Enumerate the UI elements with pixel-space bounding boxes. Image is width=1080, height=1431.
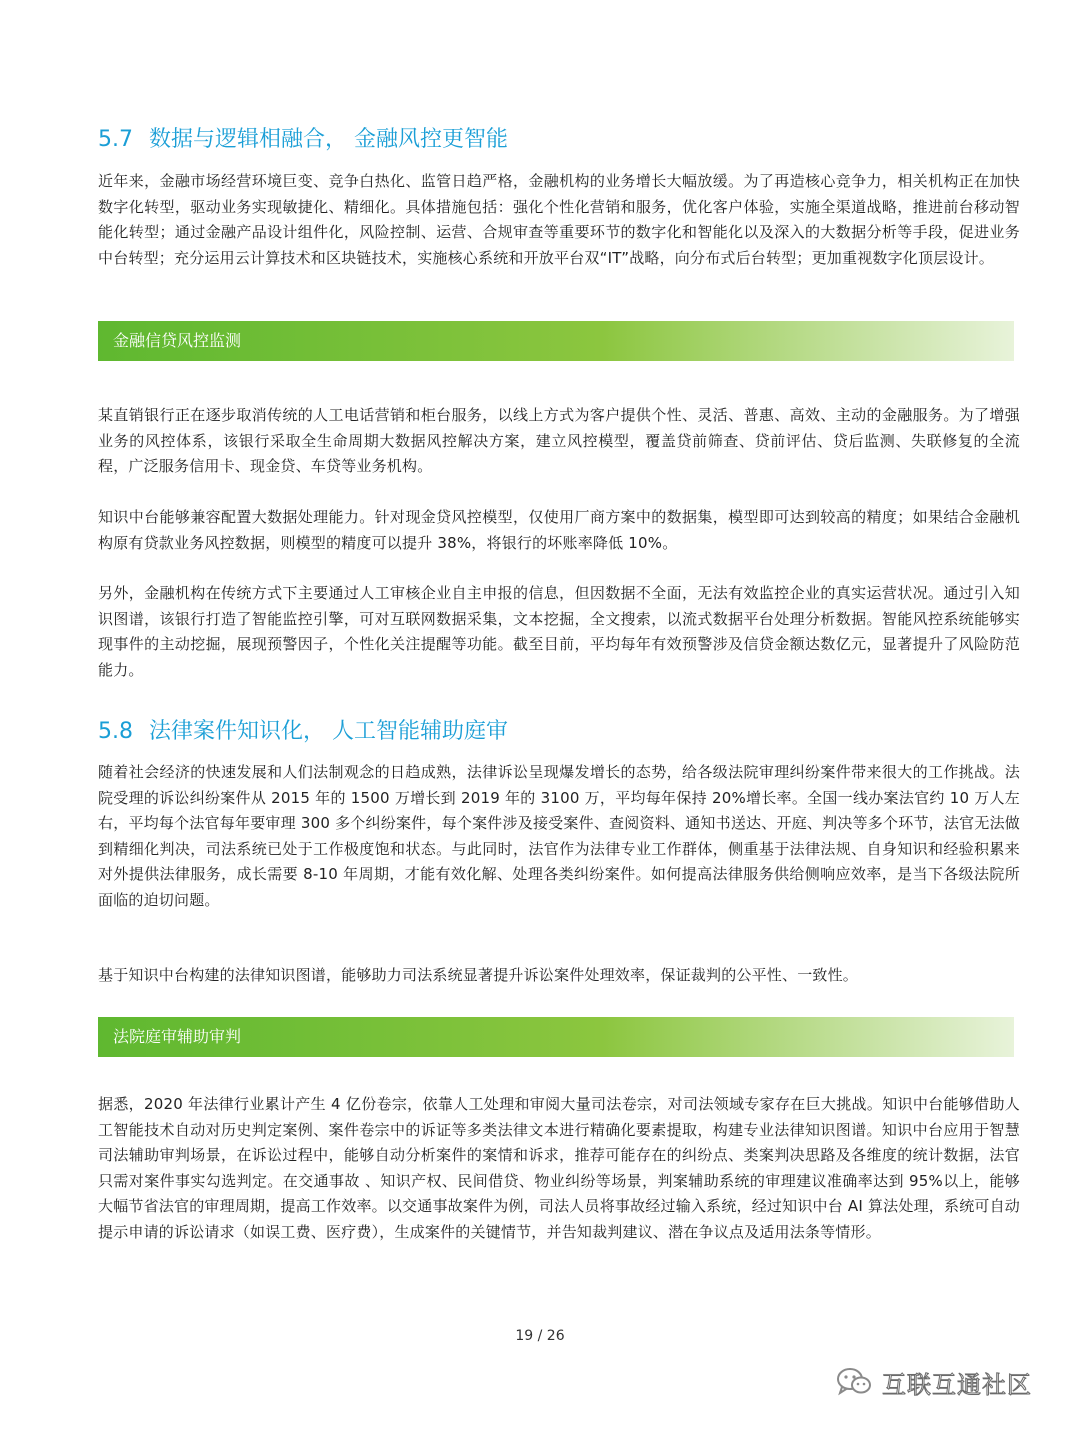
- section-intro: 随着社会经济的快速发展和人们法制观念的日趋成熟，法律诉讼呈现爆发增长的态势，给各级法院审理纠纷案件带来很大的工作挑战。法院受理的诉讼纠纷案件从 2015 年的 1500 万增长到 2019 年的 3100 万，平均每年保持 20%增长率。全国一线办案法官约 10 万人左右，平均每个法官每年要审理 300 多个纠纷案件，每个案件涉及接受案件、查阅资料、通知书送达、开庭、判决等多个环节，法官无法做到精细化判决，司法系统已处于工作极度饱和状态。与此同时，法官作为法律专业工作群体，侧重基于法律法规、自身知识和经验积累来对外提供法律服务，成长需要 8-10 年周期，才能有效化解、处理各类纠纷案件。如何提高法律服务供给侧响应效率，是当下各级法院所面临的迫切问题。: [98, 763, 1020, 909]
- section-heading-5-8: [98, 717, 508, 747]
- section-number: 5.7: [98, 127, 133, 152]
- case-paragraph: 另外，金融机构在传统方式下主要通过人工审核企业自主申报的信息，但因数据不全面，无法有效监控企业的真实运营状况。通过引入知识图谱，该银行打造了智能监控引擎，可对互联网数据采集，文本挖掘，全文搜索，以流式数据平台处理分析数据。智能风控系统能够实现事件的主动挖掘，展现预警因子，个性化关注提醒等功能。截至目前，平均每年有效预警涉及信贷金额达数亿元，显著提升了风险防范能力。: [98, 584, 1020, 679]
- section-title: 数据与逻辑相融合， 金融风控更智能: [149, 127, 508, 152]
- case-paragraph: 某直销银行正在逐步取消传统的人工电话营销和柜台服务，以线上方式为客户提供个性、灵活、普惠、高效、主动的金融服务。为了增强业务的风控体系，该银行采取全生命周期大数据风控解决方案，建立风控模型，覆盖贷前筛查、贷前评估、贷后监测、失联修复的全流程，广泛服务信用卡、现金贷、车贷等业务机构。: [98, 406, 1020, 475]
- case-paragraph: 据悉，2020 年法律行业累计产生 4 亿份卷宗，依靠人工处理和审阅大量司法卷宗，对司法领域专家存在巨大挑战。知识中台能够借助人工智能技术自动对历史判定案例、案件卷宗中的诉证等多类法律文本进行精确化要素提取，构建专业法律知识图谱。知识中台应用于智慧司法辅助审判场景，在诉讼过程中，能够自动分析案件的案情和诉求，推荐可能存在的纠纷点、类案判决思路及各维度的统计数据，法官只需对案件事实勾选判定。在交通事故 、知识产权、民间借贷、物业纠纷等场景，判案辅助系统的审理建议准确率达到 95%以上，能够大幅节省法官的审理周期，提高工作效率。以交通事故案件为例，司法人员将事故经过输入系统，经过知识中台 AI 算法处理，系统可自动提示申请的诉讼请求（如误工费、医疗费），生成案件的关键情节，并告知裁判建议、潜在争议点及适用法条等情形。: [98, 1095, 1020, 1241]
- section-number: 5.8: [98, 719, 133, 744]
- section-intro-2: 基于知识中台构建的法律知识图谱，能够助力司法系统显著提升诉讼案件处理效率，保证裁判的公平性、一致性。: [98, 966, 859, 984]
- wechat-icon: [836, 1367, 872, 1397]
- case-paragraph: 知识中台能够兼容配置大数据处理能力。针对现金贷风控模型，仅使用厂商方案中的数据集，模型即可达到较高的精度；如果结合金融机构原有贷款业务风控数据，则模型的精度可以提升 38%，将银行的坏账率降低 10%。: [98, 508, 1020, 552]
- case-title-bar: 金融信贷风控监测: [98, 321, 1014, 361]
- section-title: 法律案件知识化， 人工智能辅助庭审: [149, 719, 508, 744]
- case-title-bar: 法院庭审辅助审判: [98, 1017, 1014, 1057]
- watermark: [836, 1362, 1032, 1402]
- watermark-text: 互联互通社区: [882, 1370, 1032, 1399]
- section-intro: 近年来，金融市场经营环境巨变、竞争白热化、监管日趋严格，金融机构的业务增长大幅放缓。为了再造核心竞争力，相关机构正在加快数字化转型，驱动业务实现敏捷化、精细化。具体措施包括：强化个性化营销和服务，优化客户体验，实施全渠道战略，推进前台移动智能化转型；通过金融产品设计组件化，风险控制、运营、合规审查等重要环节的数字化和智能化以及深入的大数据分析等手段，促进业务中台转型；充分运用云计算技术和区块链技术，实施核心系统和开放平台双“IT”战略，向分布式后台转型；更加重视数字化顶层设计。: [98, 172, 1020, 267]
- section-heading-5-7: [98, 125, 508, 155]
- page-number: 19 / 26: [515, 1328, 565, 1344]
